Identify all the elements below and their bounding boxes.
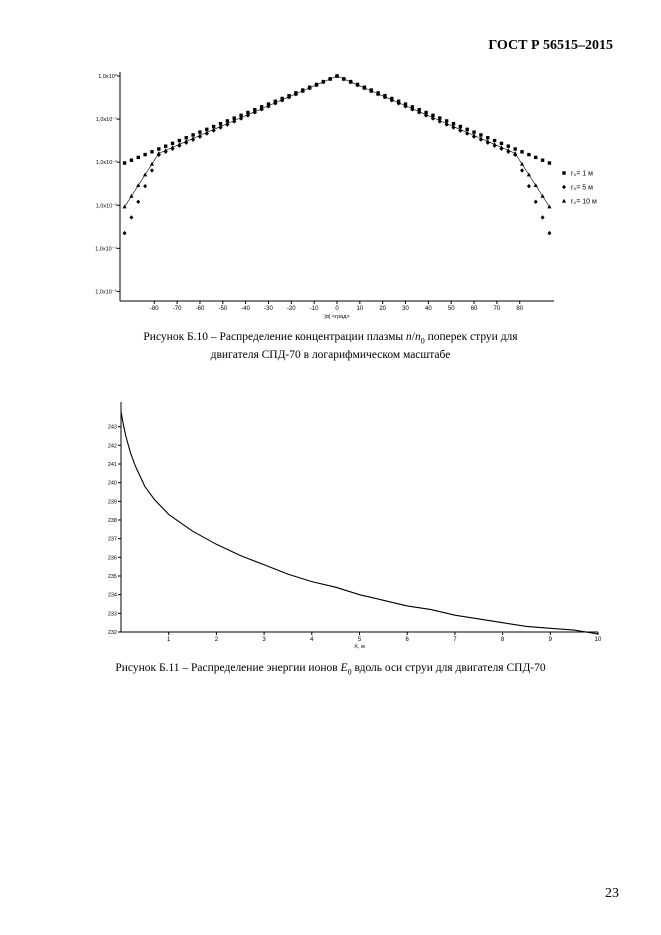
x-tick-label: -70 [172, 306, 182, 312]
figure-10-caption-prefix: Рисунок Б.10 – Распределение концентрации плазмы [143, 331, 406, 343]
y-tick-label: 238 [107, 518, 117, 524]
x-tick-label: 6 [405, 637, 409, 643]
y-tick-label: 1,0x10⁻¹ [95, 117, 117, 124]
x-tick-label: 40 [425, 306, 432, 312]
y-tick-label: 232 [107, 630, 117, 636]
y-tick-label: 1,0x10⁻⁴ [95, 246, 117, 253]
x-tick-label: 10 [594, 637, 602, 643]
x-tick-label: -60 [195, 306, 205, 312]
x-tick-label: 5 [357, 637, 362, 643]
x-axis-label: |α| <град> [324, 314, 350, 320]
x-tick-label: -10 [309, 306, 319, 312]
y-tick-label: 243 [107, 424, 117, 431]
caption-math-E: E [340, 662, 348, 674]
y-tick-label: 240 [107, 480, 117, 487]
figure-11-caption [0, 661, 661, 679]
legend-label: r₀= 10 м [571, 198, 597, 206]
caption-math-n0: n [414, 331, 421, 343]
x-tick-label: -30 [264, 306, 273, 312]
x-tick-label: 1 [167, 637, 171, 643]
x-tick-label: 2 [214, 637, 219, 643]
y-tick-label: 235 [107, 574, 117, 580]
x-tick-label: 80 [516, 306, 524, 312]
x-tick-label: 7 [453, 637, 457, 643]
x-tick-label: 9 [548, 637, 552, 643]
y-tick-label: 241 [107, 462, 117, 468]
x-tick-label: 70 [493, 306, 501, 312]
y-tick-label: 236 [107, 555, 117, 562]
x-tick-label: 50 [447, 306, 455, 312]
caption-math-sub: 0 [420, 336, 425, 346]
x-tick-label: -80 [149, 306, 159, 312]
y-tick-label: 242 [107, 443, 117, 450]
caption-math-sep: / [411, 331, 415, 343]
y-tick-label: 234 [107, 592, 117, 599]
x-tick-label: 3 [262, 637, 266, 643]
x-tick-label: 8 [500, 637, 505, 643]
caption-math-n: n [406, 331, 412, 343]
x-tick-label: 4 [310, 637, 314, 643]
y-tick-label: 233 [107, 611, 117, 618]
y-tick-label: 239 [107, 499, 117, 506]
y-tick-label: 1,0x10⁻³ [95, 203, 117, 210]
x-tick-label: 60 [470, 306, 478, 312]
x-tick-label: 30 [402, 306, 409, 312]
standard-header: ГОСТ Р 56515–2015 [488, 38, 613, 53]
x-tick-label: 10 [356, 306, 364, 312]
x-tick-label: 20 [379, 306, 387, 312]
figure-11-caption-suffix: вдоль оси струи для двигателя СПД-70 [351, 662, 546, 674]
x-axis-label: X, м [354, 644, 365, 650]
energy-curve [121, 412, 598, 634]
y-tick-label: 1,0x10⁰ [98, 74, 117, 80]
x-tick-label: -20 [286, 306, 296, 312]
figure-10-caption-suffix: поперек струи для [424, 331, 518, 343]
y-tick-label: 237 [107, 536, 117, 543]
x-tick-label: -40 [241, 306, 250, 312]
x-tick-label: 0 [335, 306, 339, 312]
legend-label: r₀= 1 м [571, 170, 593, 178]
legend-label: r₀= 5 м [571, 184, 593, 192]
page-number: 23 [605, 886, 619, 901]
figure-11-caption-prefix: Рисунок Б.11 – Распределение энергии ионов [115, 662, 341, 674]
y-tick-label: 1,0x10⁻² [95, 160, 117, 167]
caption-math-sub-E: 0 [347, 667, 352, 677]
x-tick-label: -50 [218, 306, 228, 312]
y-tick-label: 1,0x10⁻⁵ [95, 289, 117, 296]
figure-10-caption-line-2: двигателя СПД-70 в логарифмическом масштабе [210, 349, 451, 362]
